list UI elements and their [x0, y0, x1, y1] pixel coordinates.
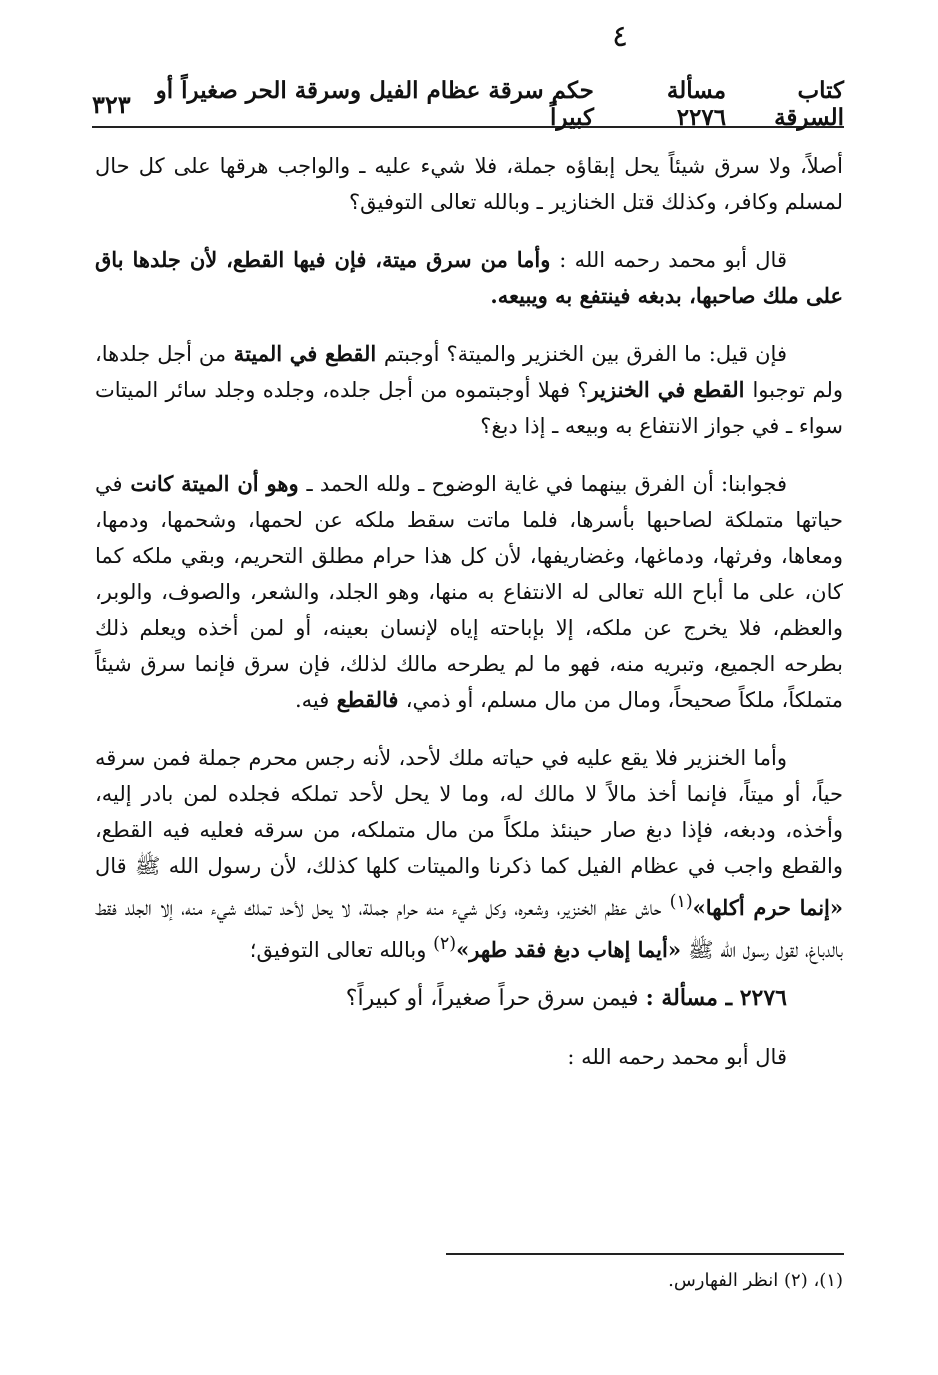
p5-b: حاش عظم الخنزير، وشعره، وكل شيء منه حرام جملة، لا يحل لأحد تملك شيء منه، إلا الجلد فقط بالدباغ، لقول رسول الله ﷺ	[95, 896, 843, 962]
p2-lead: قال أبو محمد رحمه الله :	[559, 248, 787, 272]
paragraph-4	[95, 466, 843, 718]
p3-c: من أجل جلدها، ولم توجبوا	[95, 342, 843, 402]
p1-text: أصلاً، ولا سرق شيئاً يحل إبقاؤه جملة، فلا شيء عليه ـ والواجب هرقها على كل حال لمسلم وكافر، وكذلك قتل الخنازير ـ وبالله تعالى التوفيق؟	[95, 154, 843, 214]
page-number: ٣٢٣	[92, 89, 131, 119]
p5-quote-2: «أيما إهاب دبغ فقد طهر»	[456, 937, 689, 962]
footnote-ref-2: (٢)	[433, 934, 457, 954]
p4-e: فيه.	[294, 688, 330, 712]
running-header	[92, 77, 844, 131]
p2-bold: وأما من سرق ميتة، فإن فيها القطع، لأن جلدها باق على ملك صاحبها، بدبغه فينتفع به ويبيعه.	[95, 247, 843, 308]
p5-quote-1: «إنما حرم أكلها»	[692, 895, 844, 920]
footnote-divider	[446, 1253, 844, 1255]
issue-heading	[95, 980, 843, 1017]
header-issue-label: مسألة ٢٢٧٦	[666, 77, 727, 131]
p5-c: وبالله تعالى التوفيق؛	[249, 938, 434, 962]
header-chapter: كتاب السرقة	[774, 77, 844, 131]
header-issue-title: حكم سرقة عظام الفيل وسرقة الحر صغيراً أو كبيراً	[155, 77, 594, 131]
body-text	[95, 148, 843, 1097]
p3-b: القطع في الميتة	[226, 341, 384, 366]
p4-b: وهو أن الميتة كانت	[122, 471, 307, 496]
p4-d: فالقطع	[329, 687, 406, 712]
p4-c: في حياتها متملكة لصاحبها بأسرها، فلما ماتت سقط ملكه عن لحمها، وشحمها، ودمها، ومعاها، وفرثها، ودماغها، وغضاريفها، لأن كل هذا حرام مطلق التحريم، وبقي ملكه كما كان، على ما أباح الله تعالى له الانتفاع به منها، وهو الجلد، والشعر، والصوف، والوبر، والعظم، فلا يخرج عن ملكه، إلا بإباحته إياه لإنسان بعينه، أو لمن أخذه ويعلم ذلك بطرحه الجميع، وتبريه منه، فهو ما لم يطرحه مالك لذلك، فإن سرق فإنما سرق شيئاً متملكاً، ملكاً صحيحاً، ومال من مال مسلم، أو ذمي،	[95, 472, 843, 712]
top-mark: ٤	[612, 19, 629, 54]
p3-a: فإن قيل: ما الفرق بين الخنزير والميتة؟ أوجبتم	[383, 342, 787, 366]
header-middle	[131, 77, 726, 131]
footnote-ref-1: (١)	[669, 892, 693, 912]
issue-number: ٢٢٧٦ ـ مسألة :	[645, 985, 787, 1011]
p4-a: فجوابنا: أن الفرق بينهما في غاية الوضوح ـ ولله الحمد ـ	[306, 472, 787, 496]
paragraph-6	[95, 1039, 843, 1075]
paragraph-5	[95, 740, 843, 968]
p3-e: ؟ فهلا أوجبتموه من أجل جلده، وجلده وجلد سائر الميتات سواء ـ في جواز الانتفاع به وبيعه ـ إذا دبغ؟	[95, 378, 843, 438]
issue-question: فيمن سرق حراً صغيراً، أو كبيراً؟	[345, 986, 646, 1011]
paragraph-2	[95, 242, 843, 314]
p3-d: القطع في الخنزير	[588, 377, 753, 402]
paragraph-3	[95, 336, 843, 444]
p5-a: وأما الخنزير فلا يقع عليه في حياته ملك لأحد، لأنه رجس محرم جملة فمن سرقه حياً، أو ميتاً، فإنما أخذ مالاً لا مالك له، وما لا يحل لأحد تملكه فجلده لمن بادر إليه، وأخذه، ودبغه، فإذا دبغ صار حينئذ ملكاً من مال متملكه، من سرقه فعليه فيه القطع، والقطع واجب في عظام الفيل كما ذكرنا والميتات كلها كذلك، لأن رسول الله ﷺ قال	[95, 746, 843, 878]
p6-text: قال أبو محمد رحمه الله :	[567, 1045, 787, 1069]
paragraph-1	[95, 148, 843, 220]
footnote: (١)، (٢) انظر الفهارس.	[668, 1270, 843, 1291]
